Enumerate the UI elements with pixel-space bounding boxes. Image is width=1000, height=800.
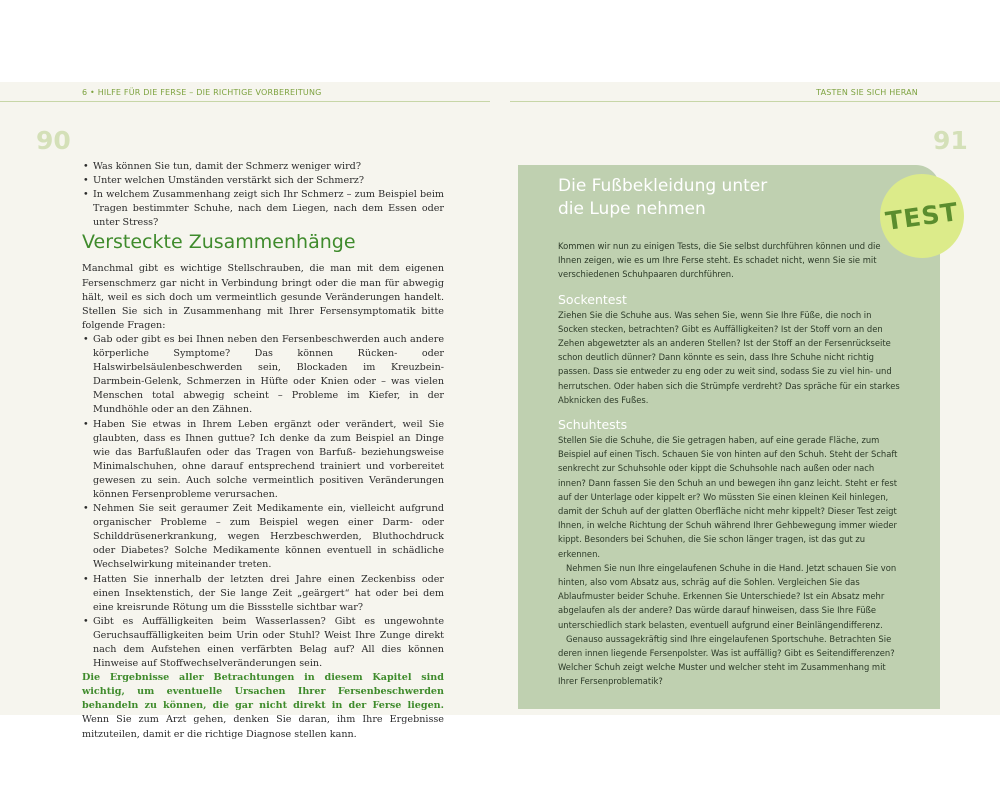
test-box [518, 165, 940, 709]
running-header-left: 6 • HILFE FÜR DIE FERSE – DIE RICHTIGE VORBEREITUNG [82, 88, 322, 97]
list-item: • Nehmen Sie seit geraumer Zeit Medikamente ein, vielleicht aufgrund organischer Probleme – zum Beispiel wegen einer Darm- oder Schilddrüsenerkrankung, wegen Herzbeschwerden, Bluthochdruck oder Diabetes? Solche Medikamente können eventuell in schädliche Wechselwirkung miteinander treten. [82, 502, 444, 572]
list-item: • Gab oder gibt es bei Ihnen neben den Fersenbeschwerden auch andere körperliche Symptome? Das können Rücken- oder Halswirbelsäulenbeschwerden sein, Blockaden im Kreuzbein-Darmbein-Gelenk, Schmerzen in Hüfte oder Knien oder – was vielen Menschen total abwegig scheint – Probleme im Kiefer, in der Mundhöhle oder an den Zähnen. [82, 333, 444, 418]
conclusion-text: Wenn Sie zum Arzt gehen, denken Sie daran, ihm Ihre Ergebnisse mitzuteilen, damit er die richtige Diagnose stellen kann. [82, 714, 444, 740]
test-intro: Kommen wir nun zu einigen Tests, die Sie selbst durchführen können und die Ihnen zeigen, wie es um Ihre Ferse steht. Es schadet nicht, wenn Sie sie mit verschiedenen Schuhpaaren durchführen. [558, 241, 881, 280]
list-item: • Was können Sie tun, damit der Schmerz weniger wird? [82, 160, 444, 174]
list-item: • Gibt es Auffälligkeiten beim Wasserlassen? Gibt es ungewohnte Geruchsauffälligkeiten beim Urin oder Stuhl? Weist Ihre Zunge direkt nach dem Aufstehen einen verfärbten Belag auf? All dies können Hinweise auf Stoffwechselveränderungen sein. [82, 615, 444, 671]
sockentest-heading: Sockentest [558, 291, 627, 307]
header-rule-right [510, 101, 1000, 102]
page-number-right: 91 [933, 126, 968, 155]
running-header-right: TASTEN SIE SICH HERAN [816, 88, 918, 97]
schuhtests-paragraph-2: Nehmen Sie nun Ihre eingelaufenen Schuhe in die Hand. Jetzt schauen Sie von hinten, also vom Absatz aus, schräg auf die Sohlen. Vergleichen Sie das Ablaufmuster beider Schuhe. Erkennen Sie Unterschiede? Ist ein Absatz mehr abgelaufen als der andere? Das würde darauf hinweisen, dass Sie Ihre Füße unterschiedlich stark belasten, eventuell aufgrund einer Beinlängendifferenz. [558, 562, 897, 630]
conclusion-paragraph [82, 671, 444, 741]
list-item: • Haben Sie etwas in Ihrem Leben ergänzt oder verändert, weil Sie glaubten, dass es Ihnen guttue? Ich denke da zum Beispiel an Dinge wie das Barfußlaufen oder das Tragen von Barfuß- beziehungsweise Minimalschuhen, ohne darauf entsprechend trainiert und vorbereitet gewesen zu sein. Auch solche vermeintlich positiven Veränderungen können Fersenprobleme verursachen. [82, 418, 444, 503]
conclusion-emphasis: Die Ergebnisse aller Betrachtungen in diesem Kapitel sind wichtig, um eventuelle Ursachen Ihrer Fersenbeschwerden behandeln zu können, die gar nicht direkt in der Ferse liegen. [82, 672, 444, 712]
intro-paragraph: Manchmal gibt es wichtige Stellschrauben, die man mit dem eigenen Fersenschmerz gar nicht in Verbindung bringt oder die man für abwegig hält, weil es sich doch um vermeintlich gesunde Veränderungen handelt. Stellen Sie sich in Zusammenhang mit Ihrer Fersensymptomatik bitte folgende Fragen: [82, 263, 444, 331]
test-badge-label: TEST [883, 196, 961, 236]
section-heading: Versteckte Zusammenhänge [82, 231, 356, 254]
schuhtests-paragraph-1: Stellen Sie die Schuhe, die Sie getragen haben, auf eine gerade Fläche, zum Beispiel auf einen Tisch. Schauen Sie von hinten auf den Schuh. Steht der Schaft senkrecht zur Schuhsohle oder kippt die Schuhsohle nach außen oder nach innen? Dann fassen Sie den Schuh an und bewegen ihn ganz leicht. Steht er fest auf der Unterlage oder kippelt er? Wo müssten Sie einen kleinen Keil hinlegen, damit der Schuh auf der glatten Oberfläche nicht mehr kippelt? Dieser Test zeigt Ihnen, in welche Richtung der Schuh während Ihrer Gehbewegung immer wieder kippt. Besonders bei Schuhen, die Sie schon länger tragen, ist das gut zu erkennen. [558, 435, 898, 559]
test-box-title: Die Fußbekleidung unter die Lupe nehmen [558, 176, 768, 219]
schuhtests-heading: Schuhtests [558, 417, 628, 433]
header-rule-left [0, 101, 490, 102]
schuhtests-paragraph-3: Genauso aussagekräftig sind Ihre eingelaufenen Sportschuhe. Betrachten Sie deren innen liegende Fersenpolster. Was ist auffällig? Gibt es Seitendifferenzen? Welcher Schuh zeigt welche Muster und welcher steht im Zusammenhang mit Ihrer Fersenproblematik? [558, 633, 895, 687]
left-page-column [82, 160, 444, 742]
question-list-top [82, 160, 444, 230]
list-item: • In welchem Zusammenhang zeigt sich Ihr Schmerz – zum Beispiel beim Tragen bestimmter Schuhe, nach dem Liegen, nach dem Essen oder unter Stress? [82, 188, 444, 230]
list-item: • Unter welchen Umständen verstärkt sich der Schmerz? [82, 174, 444, 188]
list-item: • Hatten Sie innerhalb der letzten drei Jahre einen Zeckenbiss oder einen Insektenstich, der Sie lange Zeit „geärgert“ hat oder bei dem eine kreisrunde Rötung um die Bissstelle sichtbar war? [82, 573, 444, 615]
sockentest-text: Ziehen Sie die Schuhe aus. Was sehen Sie, wenn Sie Ihre Füße, die noch in Socken stecken, betrachten? Gibt es Auffälligkeiten? Ist der Stoff vorn an den Zehen abgewetzter als an anderen Stellen? Ist der Stoff an der Fersenrückseite schon deutlich dünner? Dann könnte es sein, dass Ihre Schuhe nicht richtig passen. Dass sie entweder zu eng oder zu weit sind, sodass Sie zu viel hin- und herrutschen. Oder haben sich die Strümpfe verdreht? Das spräche für ein starkes Abknicken des Fußes. [558, 309, 900, 405]
page-number-left: 90 [36, 126, 71, 155]
test-box-content [558, 175, 904, 689]
question-list [82, 333, 444, 671]
